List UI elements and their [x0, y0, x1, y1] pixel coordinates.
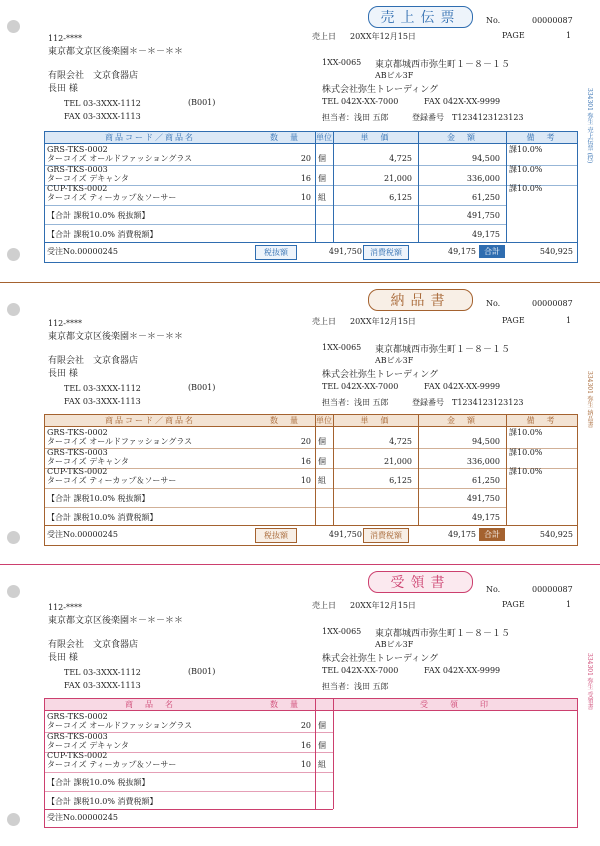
form-code-label: 334301 弥生 納品書: [586, 371, 593, 428]
issuer-fax: FAX 042X-XX-9999: [424, 97, 501, 106]
item-name: ターコイズ デキャンタ: [47, 741, 129, 750]
column-divider: [506, 415, 507, 525]
row-divider: [45, 488, 506, 489]
item-price: 4,725: [389, 437, 412, 446]
column-divider: [418, 132, 419, 242]
item-qty: 10: [300, 193, 311, 202]
row-divider: [45, 772, 333, 773]
item-code: GRS-TKS-0003: [47, 732, 108, 741]
row-divider: [45, 165, 577, 166]
item-qty: 10: [300, 476, 311, 485]
customer-fax: FAX 03-3XXX-1113: [64, 397, 141, 406]
receipt-table: [44, 698, 578, 828]
item-price: 21,000: [384, 174, 412, 183]
date-label: 売上日: [312, 317, 336, 326]
item-note: 課10.0%: [509, 145, 543, 154]
customer-address: 東京都文京区後楽園＊－＊－＊＊: [48, 616, 184, 626]
row-divider: [45, 185, 577, 186]
order-number: 受注No.00000245: [47, 530, 118, 539]
header-code-name: 商品コード／商品名: [105, 416, 195, 425]
column-divider: [333, 699, 334, 809]
customer-address: 東京都文京区後楽園＊－＊－＊＊: [48, 47, 184, 57]
item-price: 4,725: [389, 154, 412, 163]
date-label: 売上日: [312, 601, 336, 610]
item-qty: 20: [300, 154, 311, 163]
issuer-zip: 1XX-0065: [322, 343, 362, 352]
item-unit: 組: [318, 193, 326, 202]
header-code-name: 商品コード／商品名: [105, 133, 195, 142]
item-qty: 16: [300, 174, 311, 183]
header-item-name: 商 品 名: [125, 700, 175, 709]
order-number: 受注No.00000245: [47, 813, 118, 822]
tax-total-value: 49,175: [448, 247, 476, 256]
customer-fax: FAX 03-3XXX-1113: [64, 112, 141, 121]
header-note: 備 考: [526, 133, 557, 142]
header-amount: 金 額: [447, 416, 477, 425]
no-label: No.: [486, 299, 501, 308]
pretax-value: 491,750: [328, 530, 362, 539]
issuer-reg-number: 登録番号 T1234123123123: [412, 113, 524, 122]
issuer-staff: 担当者：浅田 五郎: [322, 398, 389, 407]
item-qty: 20: [300, 721, 311, 730]
subtotal-value: 491,750: [466, 211, 500, 220]
item-unit: 個: [318, 721, 326, 730]
tax-total-label: 消費税額: [363, 528, 409, 543]
issuer-address: 東京都城西市弥生町１－８－１５: [375, 60, 511, 70]
no-label: No.: [486, 585, 501, 594]
tax-label: 【合計 課税10.0% 消費税額】: [47, 230, 158, 239]
column-divider: [333, 415, 334, 525]
item-qty: 10: [300, 760, 311, 769]
page-value: 1: [566, 600, 572, 609]
customer-address: 東京都文京区後楽園＊－＊－＊＊: [48, 332, 184, 342]
table-footer: [45, 243, 577, 261]
customer-zip: 112-****: [48, 319, 82, 328]
item-amount: 61,250: [472, 476, 500, 485]
table-footer: [45, 526, 577, 544]
row-divider: [45, 205, 506, 206]
table-header: [45, 415, 577, 427]
tax-label: 【合計 課税10.0% 消費税額】: [47, 797, 158, 806]
item-note: 課10.0%: [509, 448, 543, 457]
item-unit: 個: [318, 457, 326, 466]
delivery-note-sheet: [0, 282, 600, 565]
item-name: ターコイズ オールドファッショングラス: [47, 154, 193, 163]
item-amount: 336,000: [466, 174, 500, 183]
customer-code: (B001): [188, 383, 216, 392]
no-value: 00000087: [532, 299, 573, 308]
header-price: 単 価: [360, 133, 391, 142]
punch-hole: [7, 20, 20, 33]
grand-total-label: 合計: [479, 528, 505, 541]
punch-hole: [7, 531, 20, 544]
issuer-building: ABビル3F: [375, 356, 414, 365]
item-amount: 336,000: [466, 457, 500, 466]
issuer-tel: TEL 042X-XX-7000: [322, 97, 399, 106]
pretax-value: 491,750: [328, 247, 362, 256]
row-divider: [45, 468, 577, 469]
header-qty: 数 量: [270, 416, 300, 425]
item-code: CUP-TKS-0002: [47, 184, 108, 193]
item-price: 6,125: [389, 476, 412, 485]
pretax-label: 税抜額: [255, 245, 297, 260]
tax-total-label: 消費税額: [363, 245, 409, 260]
header-amount: 金 額: [447, 133, 477, 142]
tax-value: 49,175: [472, 513, 500, 522]
issuer-staff: 担当者：浅田 五郎: [322, 682, 389, 691]
column-divider: [333, 132, 334, 242]
item-name: ターコイズ ティーカップ＆ソーサー: [47, 476, 177, 485]
document-title: 受領書: [368, 571, 473, 593]
issuer-fax: FAX 042X-XX-9999: [424, 666, 501, 675]
customer-tel: TEL 03-3XXX-1112: [64, 99, 141, 108]
grand-total-label: 合計: [479, 245, 505, 258]
customer-person: 長田 様: [48, 84, 78, 94]
customer-zip: 112-****: [48, 603, 82, 612]
table-header: [45, 699, 577, 711]
page-label: PAGE: [502, 316, 525, 325]
column-divider: [506, 132, 507, 242]
form-code-label: 334301 弥生 受領書: [586, 653, 593, 710]
item-price: 21,000: [384, 457, 412, 466]
column-divider: [315, 699, 316, 809]
item-name: ターコイズ デキャンタ: [47, 457, 129, 466]
item-unit: 組: [318, 476, 326, 485]
customer-code: (B001): [188, 667, 216, 676]
item-note: 課10.0%: [509, 467, 543, 476]
page-label: PAGE: [502, 31, 525, 40]
item-code: GRS-TKS-0002: [47, 712, 108, 721]
no-value: 00000087: [532, 16, 573, 25]
item-amount: 94,500: [472, 437, 500, 446]
table-header: [45, 132, 577, 144]
item-price: 6,125: [389, 193, 412, 202]
item-code: GRS-TKS-0002: [47, 428, 108, 437]
item-unit: 個: [318, 174, 326, 183]
item-unit: 組: [318, 760, 326, 769]
customer-code: (B001): [188, 98, 216, 107]
sales-slip-sheet: [0, 0, 600, 282]
items-table: [44, 131, 578, 263]
subtotal-label: 【合計 課税10.0% 税抜額】: [47, 778, 150, 787]
issuer-zip: 1XX-0065: [322, 58, 362, 67]
subtotal-label: 【合計 課税10.0% 税抜額】: [47, 211, 150, 220]
column-divider: [315, 132, 316, 242]
item-amount: 61,250: [472, 193, 500, 202]
subtotal-label: 【合計 課税10.0% 税抜額】: [47, 494, 150, 503]
item-unit: 個: [318, 154, 326, 163]
customer-person: 長田 様: [48, 653, 78, 663]
grand-total-value: 540,925: [539, 530, 573, 539]
row-divider: [45, 224, 506, 225]
customer-fax: FAX 03-3XXX-1113: [64, 681, 141, 690]
row-divider: [45, 448, 577, 449]
date-value: 20XX年12月15日: [350, 317, 416, 326]
header-price: 単 価: [360, 416, 391, 425]
issuer-tel: TEL 042X-XX-7000: [322, 382, 399, 391]
item-amount: 94,500: [472, 154, 500, 163]
issuer-building: ABビル3F: [375, 640, 414, 649]
page-value: 1: [566, 316, 572, 325]
customer-company: 有限会社 文京食器店: [48, 71, 139, 81]
item-name: ターコイズ オールドファッショングラス: [47, 437, 193, 446]
item-name: ターコイズ オールドファッショングラス: [47, 721, 193, 730]
customer-tel: TEL 03-3XXX-1112: [64, 384, 141, 393]
items-table: [44, 414, 578, 546]
item-code: GRS-TKS-0003: [47, 165, 108, 174]
item-note: 課10.0%: [509, 428, 543, 437]
column-divider: [315, 415, 316, 525]
footer-divider: [45, 809, 333, 810]
header-unit: 単位: [316, 133, 332, 142]
header-receipt-stamp: 受 領 印: [420, 700, 490, 709]
item-qty: 16: [300, 741, 311, 750]
issuer-zip: 1XX-0065: [322, 627, 362, 636]
header-unit: 単位: [316, 416, 332, 425]
item-note: 課10.0%: [509, 165, 543, 174]
header-qty: 数 量: [270, 133, 300, 142]
date-label: 売上日: [312, 32, 336, 41]
issuer-building: ABビル3F: [375, 71, 414, 80]
form-code-label: 334301 弥生 売上伝票 (控): [586, 88, 593, 164]
punch-hole: [7, 248, 20, 261]
item-name: ターコイズ デキャンタ: [47, 174, 129, 183]
tax-value: 49,175: [472, 230, 500, 239]
issuer-reg-number: 登録番号 T1234123123123: [412, 398, 524, 407]
date-value: 20XX年12月15日: [350, 601, 416, 610]
issuer-tel: TEL 042X-XX-7000: [322, 666, 399, 675]
pretax-label: 税抜額: [255, 528, 297, 543]
customer-company: 有限会社 文京食器店: [48, 640, 139, 650]
issuer-fax: FAX 042X-XX-9999: [424, 382, 501, 391]
row-divider: [45, 507, 506, 508]
item-qty: 20: [300, 437, 311, 446]
customer-tel: TEL 03-3XXX-1112: [64, 668, 141, 677]
item-qty: 16: [300, 457, 311, 466]
issuer-address: 東京都城西市弥生町１－８－１５: [375, 345, 511, 355]
punch-hole: [7, 303, 20, 316]
item-code: CUP-TKS-0002: [47, 467, 108, 476]
punch-hole: [7, 585, 20, 598]
item-code: GRS-TKS-0002: [47, 145, 108, 154]
tax-label: 【合計 課税10.0% 消費税額】: [47, 513, 158, 522]
customer-person: 長田 様: [48, 369, 78, 379]
subtotal-value: 491,750: [466, 494, 500, 503]
item-name: ターコイズ ティーカップ＆ソーサー: [47, 193, 177, 202]
issuer-company: 株式会社弥生トレーディング: [322, 85, 439, 95]
grand-total-value: 540,925: [539, 247, 573, 256]
column-divider: [418, 415, 419, 525]
item-code: GRS-TKS-0003: [47, 448, 108, 457]
page-label: PAGE: [502, 600, 525, 609]
tax-total-value: 49,175: [448, 530, 476, 539]
date-value: 20XX年12月15日: [350, 32, 416, 41]
item-unit: 個: [318, 437, 326, 446]
no-value: 00000087: [532, 585, 573, 594]
receipt-sheet: [0, 564, 600, 846]
header-note: 備 考: [526, 416, 557, 425]
punch-hole: [7, 813, 20, 826]
issuer-company: 株式会社弥生トレーディング: [322, 370, 439, 380]
document-title: 売上伝票: [368, 6, 473, 28]
issuer-staff: 担当者：浅田 五郎: [322, 113, 389, 122]
issuer-address: 東京都城西市弥生町１－８－１５: [375, 629, 511, 639]
page-value: 1: [566, 31, 572, 40]
no-label: No.: [486, 16, 501, 25]
customer-zip: 112-****: [48, 34, 82, 43]
item-note: 課10.0%: [509, 184, 543, 193]
order-number: 受注No.00000245: [47, 247, 118, 256]
document-title: 納品書: [368, 289, 473, 311]
issuer-company: 株式会社弥生トレーディング: [322, 654, 439, 664]
row-divider: [45, 791, 333, 792]
item-code: CUP-TKS-0002: [47, 751, 108, 760]
customer-company: 有限会社 文京食器店: [48, 356, 139, 366]
header-qty: 数 量: [270, 700, 300, 709]
item-unit: 個: [318, 741, 326, 750]
item-name: ターコイズ ティーカップ＆ソーサー: [47, 760, 177, 769]
